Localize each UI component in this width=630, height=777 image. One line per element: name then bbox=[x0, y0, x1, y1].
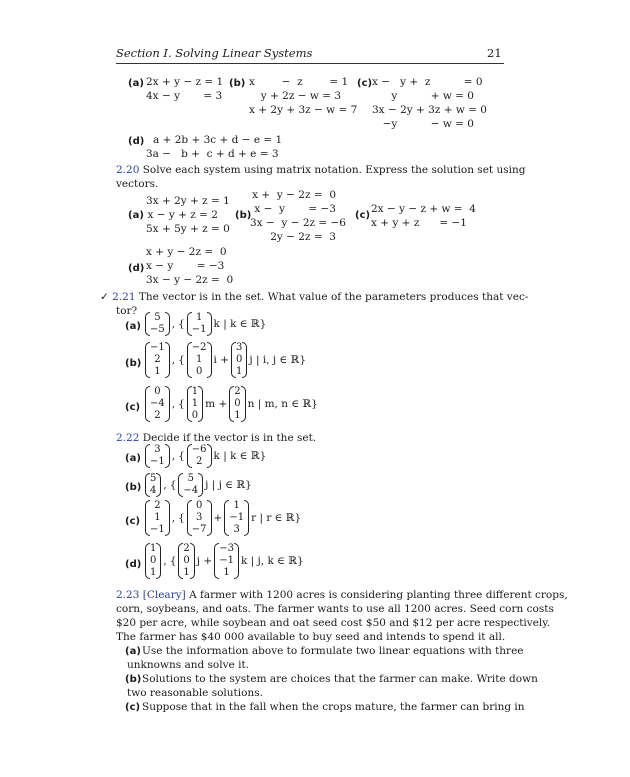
eq-line: 3x + 2y + z = 1 bbox=[146, 195, 230, 207]
ex222-d-label: (d) bbox=[125, 559, 142, 570]
ex219-d-label: (d) bbox=[128, 136, 145, 147]
ex223-a-line-2: unknowns and solve it. bbox=[127, 659, 249, 671]
column-vector: 5 −5 bbox=[145, 312, 170, 336]
ex219-c-label: (c) bbox=[357, 78, 373, 89]
ex221-b-expr: −1 2 1 , { −2 1 0 i + 3 0 1 j | i, j ∈ ℝ} bbox=[145, 342, 307, 378]
ex221-text: ✓ 2.21 The vector is in the set. What value of the parameters produces that vec- bbox=[100, 291, 529, 303]
ex222-text: 2.22 Decide if the vector is in the set. bbox=[116, 432, 317, 444]
eq-line: x + y − 2z = 0 bbox=[146, 246, 227, 258]
check-mark-icon: ✓ bbox=[100, 291, 109, 303]
column-vector: 1 1 0 bbox=[187, 386, 203, 422]
eq-line: 3x − 2y + 3z + w = 0 bbox=[372, 104, 487, 116]
ex221-c-label: (c) bbox=[125, 402, 141, 413]
ex223-a-label: (a) bbox=[125, 646, 141, 657]
page-number: 21 bbox=[487, 46, 502, 60]
ex221-b-label: (b) bbox=[125, 358, 142, 369]
exercise-number[interactable]: 2.20 bbox=[116, 164, 140, 176]
column-vector: −2 1 0 bbox=[187, 342, 212, 378]
ex219-a-label: (a) bbox=[128, 78, 144, 89]
eq-line: 3x − y − 2z = −6 bbox=[250, 217, 346, 229]
eq-line: x + y − 2z = 0 bbox=[252, 189, 336, 201]
ex222-a-expr: 3 −1 , { −6 2 k | k ∈ ℝ} bbox=[145, 444, 267, 468]
ex222-a-label: (a) bbox=[125, 453, 141, 464]
eq-line: x − y = −3 bbox=[254, 203, 336, 215]
ex222-b-label: (b) bbox=[125, 482, 142, 493]
exercise-number[interactable]: 2.21 bbox=[112, 291, 136, 303]
eq-line: x − y = −3 bbox=[146, 260, 225, 272]
column-vector: 2 0 1 bbox=[178, 543, 194, 579]
ex221-a-label: (a) bbox=[125, 321, 141, 332]
eq-line: x + 2y + 3z − w = 7 bbox=[249, 104, 358, 116]
ex219-b-system bbox=[249, 75, 358, 117]
eq-line: −y − w = 0 bbox=[382, 118, 474, 130]
ex220-text: 2.20 Solve each system using matrix notation. Express the solution set using bbox=[116, 164, 526, 176]
section-title: Section I. Solving Linear Systems bbox=[116, 46, 313, 60]
citation-link[interactable]: [Cleary] bbox=[142, 589, 186, 601]
ex220-b-label: (b) bbox=[235, 210, 252, 221]
ex223-line-3: $20 per acre, while soybean and oat seed cost $50 and $12 per acre respectively. bbox=[116, 617, 551, 629]
ex223-line-4: The farmer has $40 000 available to buy seed and intends to spend it all. bbox=[116, 631, 506, 643]
ex221-c-expr: 0 −4 2 , { 1 1 0 m + 2 0 1 n | m, n ∈ ℝ} bbox=[145, 386, 319, 422]
column-vector: 3 0 1 bbox=[231, 342, 247, 378]
column-vector: 1 0 1 bbox=[145, 543, 161, 579]
ex223-c-line-1: Suppose that in the fall when the crops mature, the farmer can bring in bbox=[142, 701, 525, 713]
ex219-b-label: (b) bbox=[229, 78, 246, 89]
eq-line: y + w = 0 bbox=[391, 90, 474, 102]
ex222-c-label: (c) bbox=[125, 516, 141, 527]
ex223-line-1: 2.23 [Cleary] A farmer with 1200 acres is considering planting three different crops, bbox=[116, 589, 568, 601]
eq-line: x − y + z = 2 bbox=[147, 209, 218, 221]
ex220-b-system bbox=[250, 188, 346, 244]
eq-line: 2x + y − z = 1 bbox=[146, 76, 224, 88]
exercise-number[interactable]: 2.22 bbox=[116, 432, 140, 444]
ex220-d-label: (d) bbox=[128, 263, 145, 274]
ex223-b-label: (b) bbox=[125, 674, 142, 685]
column-vector: 2 1 −1 bbox=[145, 500, 170, 536]
ex219-d-system bbox=[146, 133, 282, 161]
ex220-a-label: (a) bbox=[128, 210, 144, 221]
eq-line: y + 2z − w = 3 bbox=[260, 90, 341, 102]
ex223-b-line-1: Solutions to the system are choices that the farmer can make. Write down bbox=[142, 673, 538, 685]
column-vector: 1 −1 3 bbox=[224, 500, 249, 536]
eq-line: a + 2b + 3c + d − e = 1 bbox=[153, 134, 283, 146]
ex222-d-expr: 1 0 1 , { 2 0 1 j + −3 −1 1 k | j, k ∈ ℝ} bbox=[145, 543, 305, 579]
eq-line: x − y + z = 0 bbox=[372, 76, 483, 88]
column-vector: 5 −4 bbox=[178, 473, 203, 497]
eq-line: x + y + z = −1 bbox=[371, 217, 467, 229]
exercise-number[interactable]: 2.23 bbox=[116, 589, 140, 601]
column-vector: 3 −1 bbox=[145, 444, 170, 468]
ex220-d-system bbox=[146, 245, 234, 287]
column-vector: 0 −4 2 bbox=[145, 386, 170, 422]
ex221-text-2: tor? bbox=[116, 305, 138, 317]
eq-line: x − z = 1 bbox=[249, 76, 349, 88]
ex223-line-2: corn, soybeans, and oats. The farmer wants to use all 1200 acres. Seed corn costs bbox=[116, 603, 554, 615]
eq-line: 5x + 5y + z = 0 bbox=[146, 223, 230, 235]
ex223-a-line-1: Use the information above to formulate two linear equations with three bbox=[142, 645, 524, 657]
ex220-text-2: vectors. bbox=[116, 178, 159, 190]
column-vector: 2 0 1 bbox=[229, 386, 245, 422]
eq-line: 3x − y − 2z = 0 bbox=[146, 274, 234, 286]
header-rule bbox=[116, 63, 504, 64]
column-vector: 1 −1 bbox=[187, 312, 212, 336]
ex220-a-system bbox=[146, 194, 230, 236]
column-vector: 0 3 −7 bbox=[187, 500, 212, 536]
eq-line: 2x − y − z + w = 4 bbox=[371, 203, 476, 215]
ex220-c-system bbox=[371, 202, 476, 230]
eq-line: 3a − b + c + d + e = 3 bbox=[146, 148, 279, 160]
column-vector: −1 2 1 bbox=[145, 342, 170, 378]
ex223-b-line-2: two reasonable solutions. bbox=[127, 687, 263, 699]
eq-line: 2y − 2z = 3 bbox=[270, 231, 336, 243]
ex219-c-system bbox=[372, 75, 487, 131]
column-vector: −3 −1 1 bbox=[214, 543, 239, 579]
ex223-c-label: (c) bbox=[125, 702, 141, 713]
column-vector: 5 4 bbox=[145, 473, 161, 497]
ex219-a-system bbox=[146, 75, 223, 103]
ex222-b-expr: 5 4 , { 5 −4 j | j ∈ ℝ} bbox=[145, 473, 253, 497]
ex221-a-expr: 5 −5 , { 1 −1 k | k ∈ ℝ} bbox=[145, 312, 267, 336]
eq-line: 4x − y = 3 bbox=[146, 90, 223, 102]
ex222-c-expr: 2 1 −1 , { 0 3 −7 + 1 −1 3 r | r ∈ ℝ} bbox=[145, 500, 302, 536]
ex220-c-label: (c) bbox=[355, 210, 371, 221]
column-vector: −6 2 bbox=[187, 444, 212, 468]
